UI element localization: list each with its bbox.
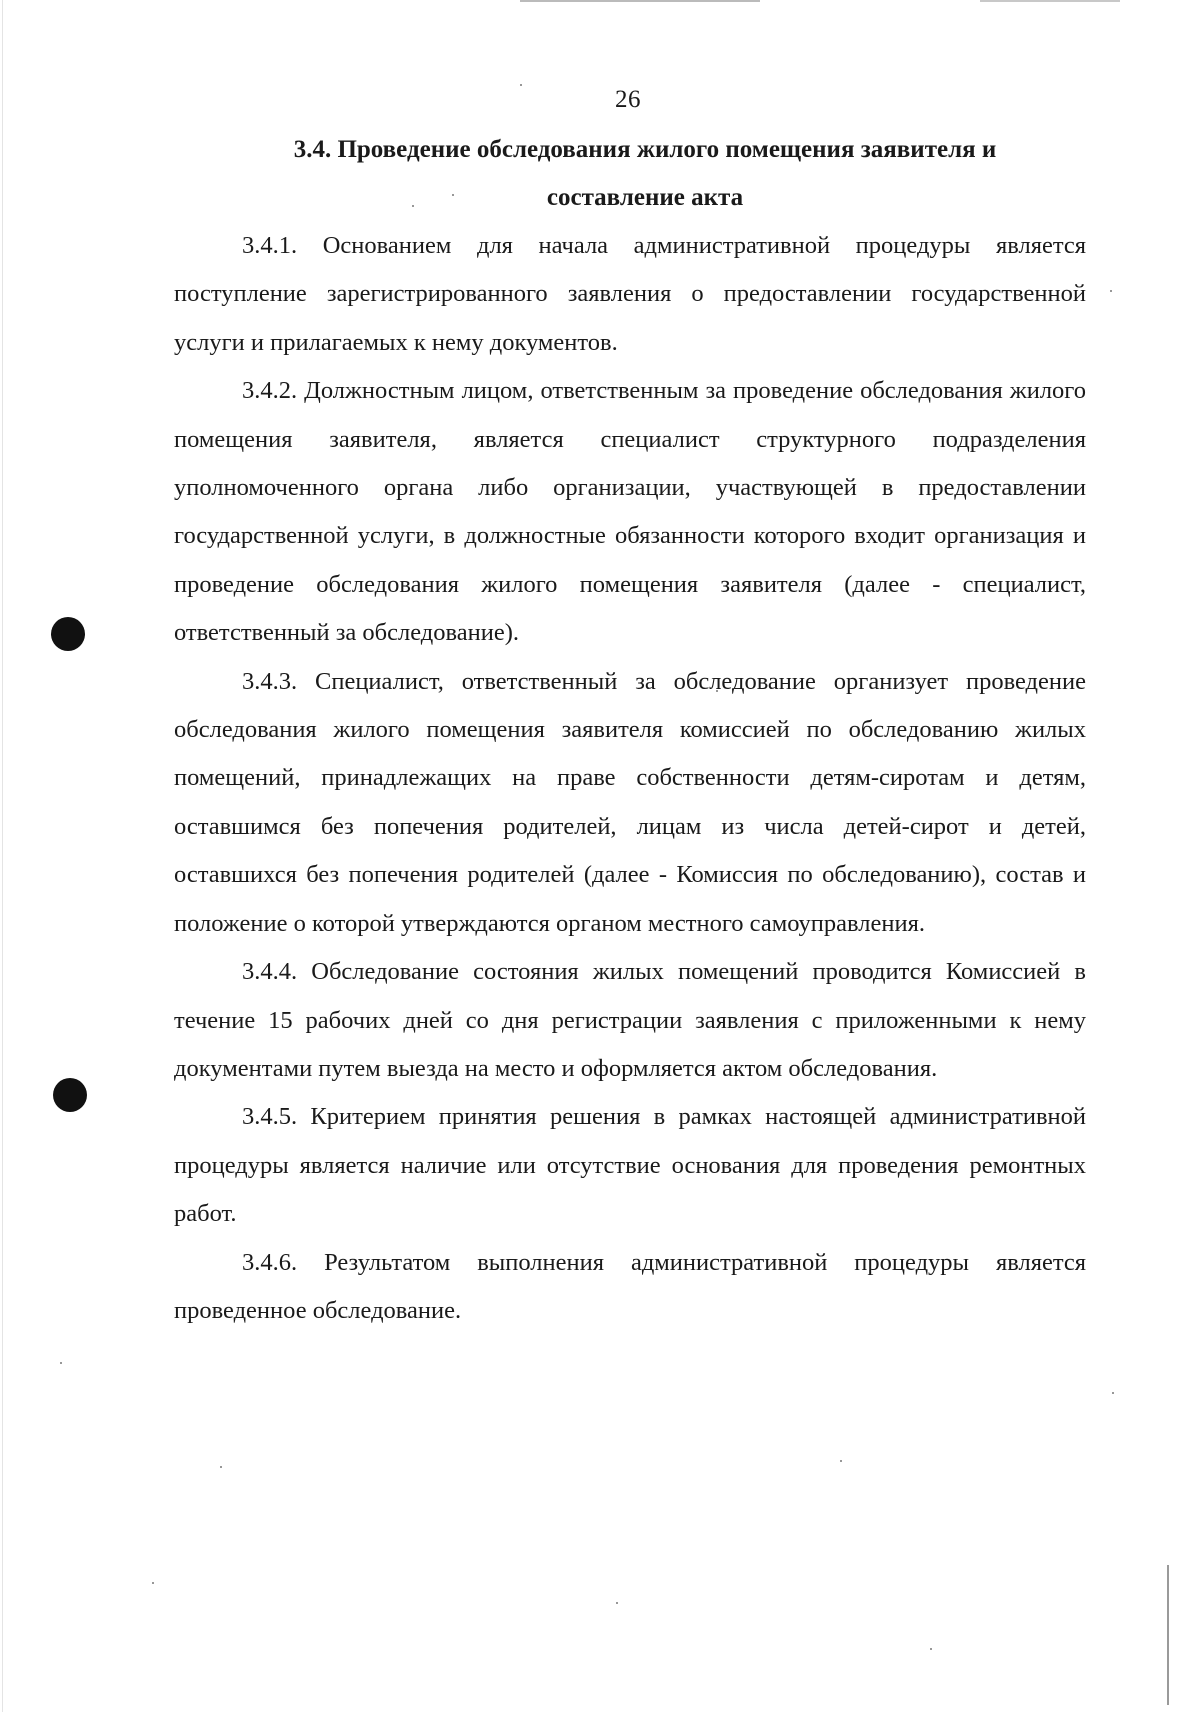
page-number: 26 [615, 86, 641, 113]
scan-edge-top-right [980, 0, 1120, 2]
scan-speck [930, 1648, 932, 1650]
scan-speck [220, 1466, 222, 1468]
scan-speck [1110, 290, 1112, 292]
scan-edge-top [520, 0, 760, 2]
section-title [170, 126, 1120, 222]
paragraph-3-4-3: 3.4.3. Специалист, ответственный за обследование организует проведение обследования жилого помещения заявителя комиссией по обследованию жилых помещений, принадлежащих на праве собственности детям-сиротам и детям, оставшимся без попечения родителей, лицам из числа детей-сирот и детей, оставшихся без попечения родителей (далее - Комиссия по обследованию), состав и положение о которой утверждаются органом местного самоуправления. [174, 667, 1086, 937]
paragraph-3-4-6: 3.4.6. Результатом выполнения административной процедуры является проведенное обследование. [174, 1248, 1086, 1324]
paragraph-3-4-4: 3.4.4. Обследование состояния жилых помещений проводится Комиссией в течение 15 рабочих дней со дня регистрации заявления с приложенными к нему документами путем выезда на место и оформляется актом обследования. [174, 958, 1086, 1082]
scan-speck [152, 1582, 154, 1584]
punch-hole-bottom [53, 1078, 87, 1112]
scan-edge-left [2, 0, 3, 1712]
document-body [174, 222, 1086, 1335]
paragraph-3-4-1: 3.4.1. Основанием для начала административной процедуры является поступление зарегистрированного заявления о предоставлении государственной услуги и прилагаемых к нему документов. [174, 232, 1086, 356]
paragraph-3-4-5: 3.4.5. Критерием принятия решения в рамках настоящей административной процедуры является наличие или отсутствие основания для проведения ремонтных работ. [174, 1103, 1086, 1228]
scan-speck [840, 1460, 842, 1462]
scan-edge-right [1167, 1565, 1169, 1705]
scan-speck [60, 1362, 62, 1364]
section-title-line-2: составление акта [546, 184, 744, 211]
scan-speck [1112, 1392, 1114, 1394]
punch-hole-top [51, 617, 85, 651]
scan-speck [616, 1602, 618, 1604]
paragraph-3-4-2: 3.4.2. Должностным лицом, ответственным за проведение обследования жилого помещения заявителя, является специалист структурного подразделения уполномоченного органа либо организации, участвующей в предоставлении государственной услуги, в должностные обязанности которого входит организация и проведение обследования жилого помещения заявителя (далее - специалист, ответственный за обследование). [174, 377, 1086, 647]
section-title-line-1: 3.4. Проведение обследования жилого помещения заявителя и [293, 136, 997, 163]
